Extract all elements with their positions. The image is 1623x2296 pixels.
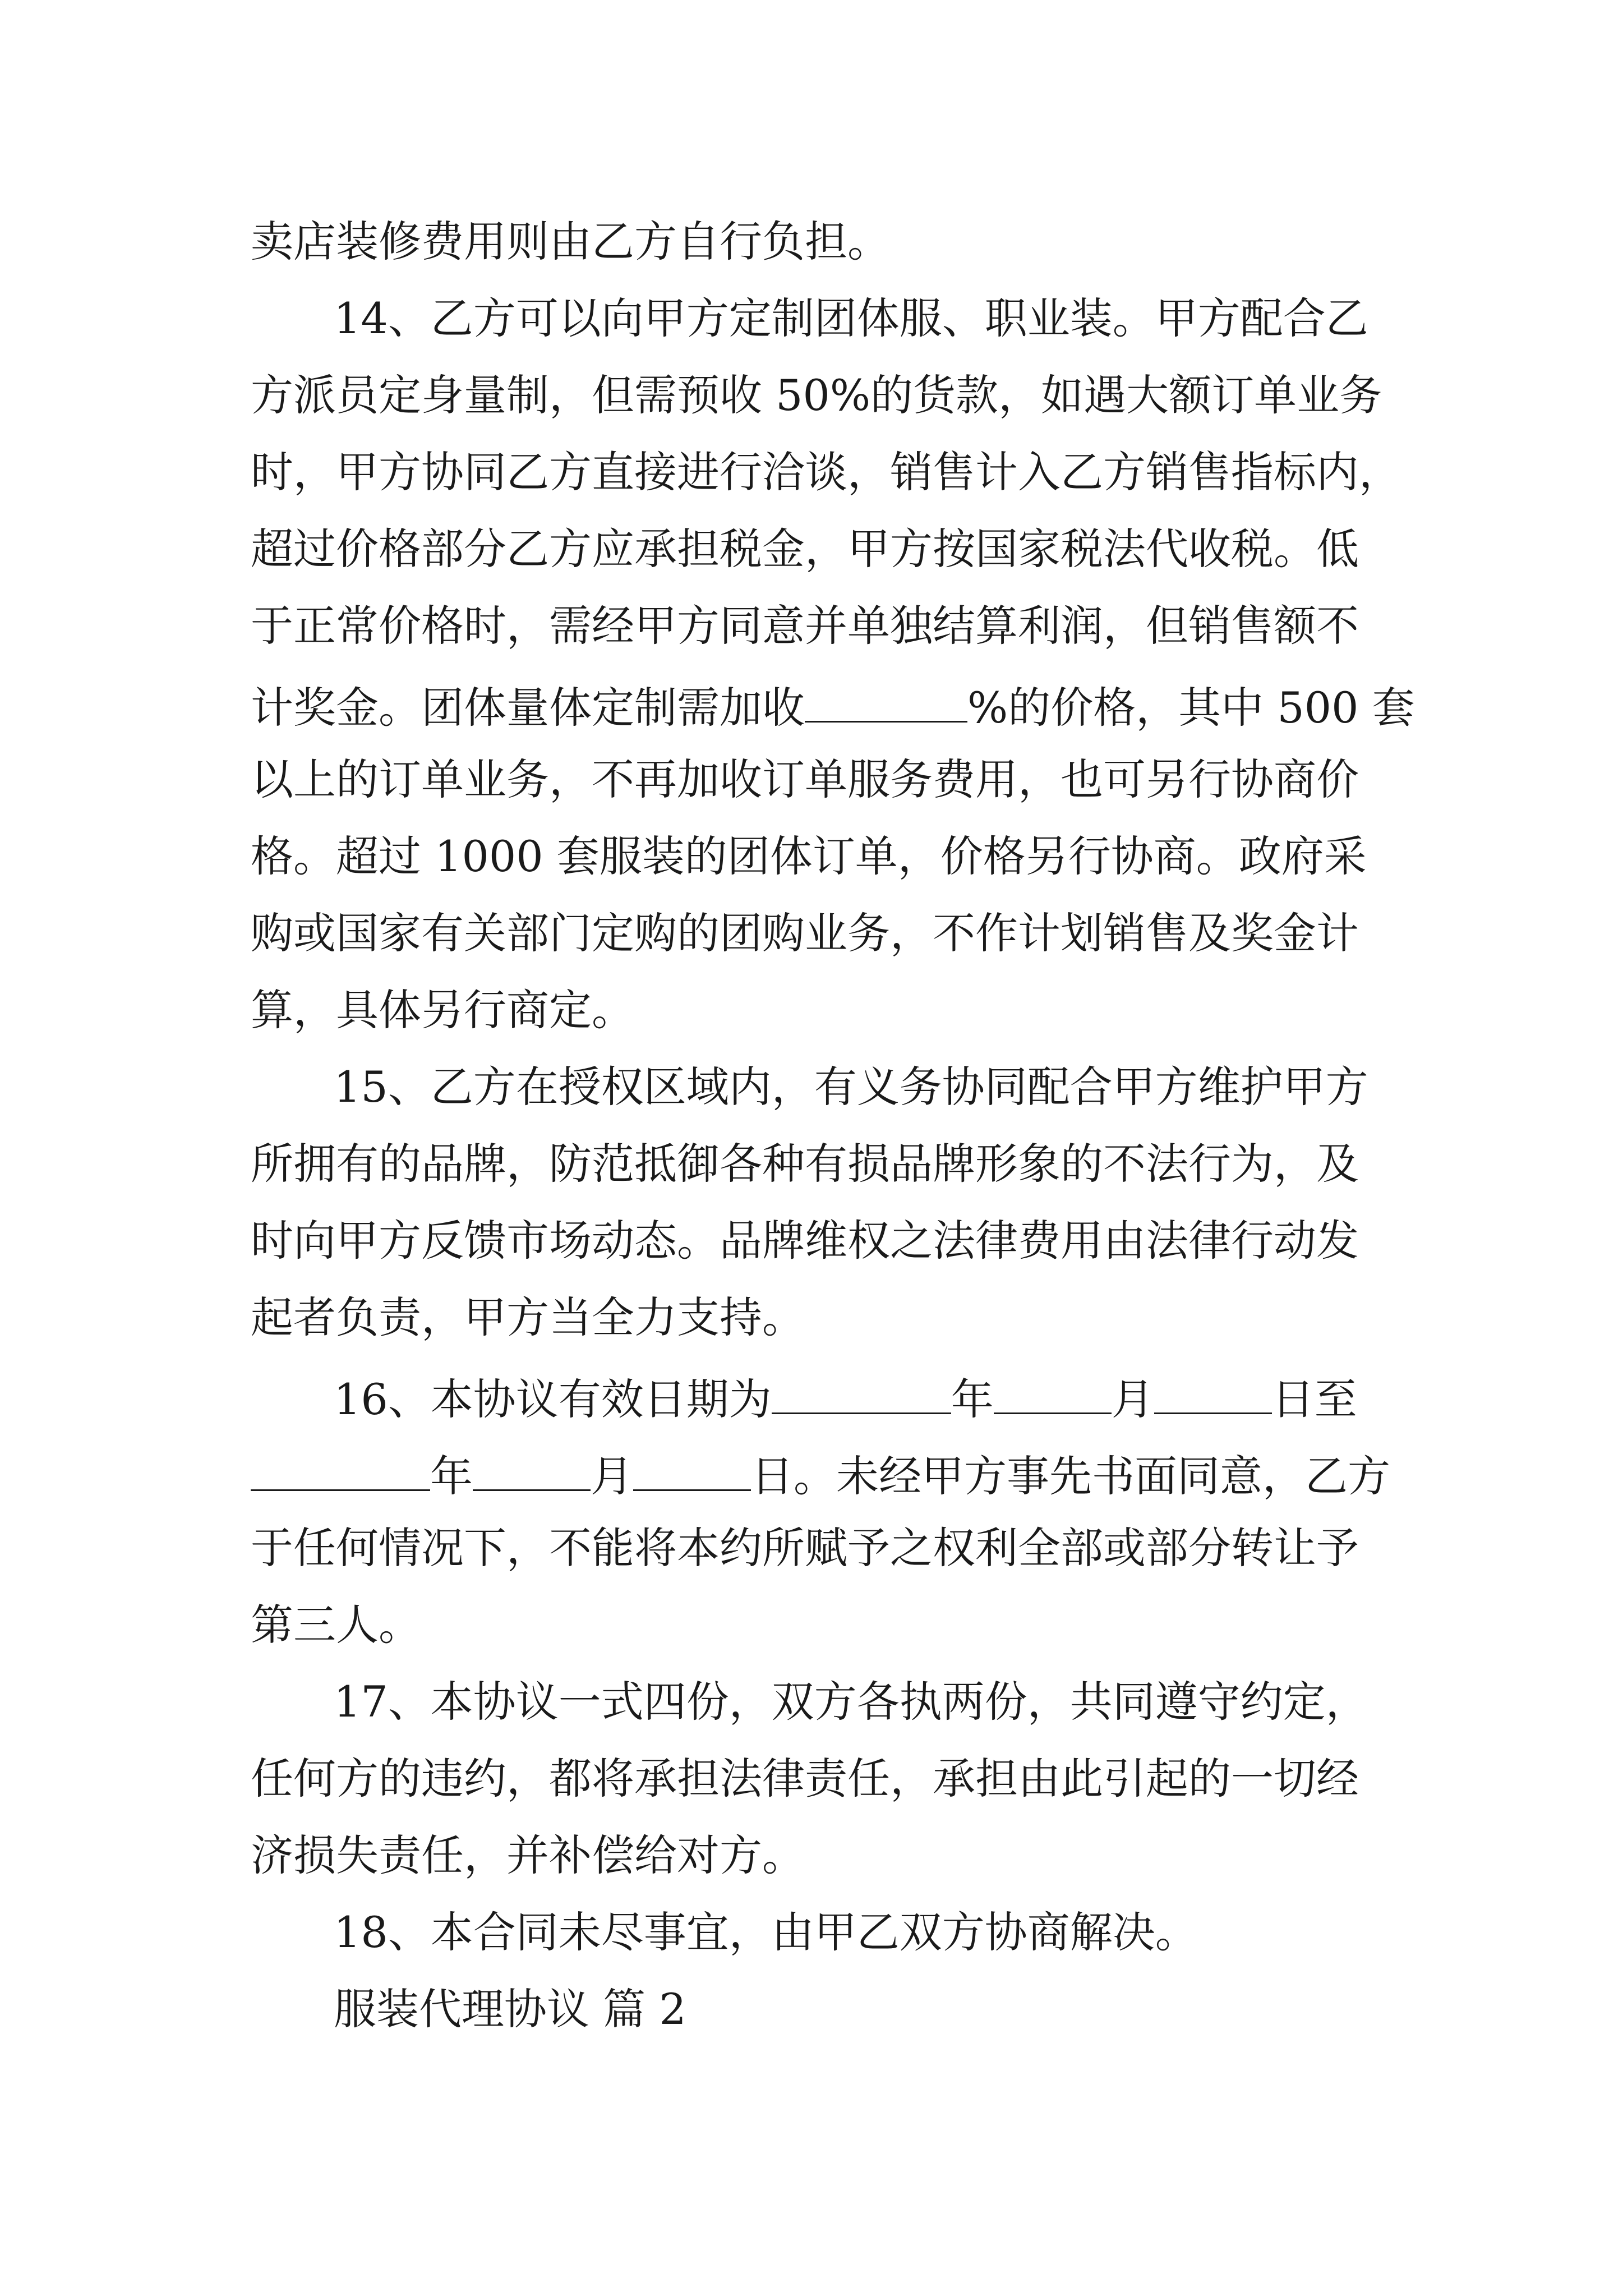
clause-14-line: 14、乙方可以向甲方定制团体服、职业装。甲方配合乙	[334, 293, 1368, 343]
end-year-blank[interactable]	[251, 1450, 430, 1491]
clause-16-line	[334, 1373, 1357, 1424]
text-line: 以上的订单业务，不再加收订单服务费用，也可另行协商价	[251, 754, 1359, 804]
clause-17-line: 17、本协议一式四份，双方各执两份，共同遵守约定，	[334, 1677, 1368, 1727]
text-line-with-blanks	[251, 1450, 1390, 1501]
text-segment: 年	[951, 1374, 994, 1424]
clause-15-line: 15、乙方在授权区域内，有义务协同配合甲方维护甲方	[334, 1062, 1368, 1112]
text-line: 方派员定身量制，但需预收 50%的货款，如遇大额订单业务	[251, 370, 1382, 420]
start-year-blank[interactable]	[772, 1373, 951, 1414]
clause-18-line: 18、本合同未尽事宜，由甲乙双方协商解决。	[334, 1907, 1198, 1957]
text-segment: 日至	[1271, 1374, 1357, 1424]
text-line: 济损失责任，并补偿给对方。	[251, 1830, 805, 1880]
end-day-blank[interactable]	[633, 1450, 751, 1491]
text-line: 超过价格部分乙方应承担税金，甲方按国家税法代收税。低	[251, 524, 1359, 574]
text-line: 购或国家有关部门定购的团购业务，不作计划销售及奖金计	[251, 908, 1359, 958]
fill-in-blank[interactable]	[805, 682, 967, 723]
text-line-with-blank	[251, 682, 1415, 732]
text-line: 算，具体另行商定。	[251, 985, 634, 1035]
text-segment: %的价格，其中 500 套	[967, 683, 1415, 733]
text-line: 格。超过 1000 套服装的团体订单，价格另行协商。政府采	[251, 831, 1367, 881]
text-segment: 年	[430, 1451, 473, 1501]
text-line: 于正常价格时，需经甲方同意并单独结算利润，但销售额不	[251, 601, 1359, 651]
text-segment: 16、本协议有效日期为	[334, 1374, 772, 1424]
text-line: 所拥有的品牌，防范抵御各种有损品牌形象的不法行为，及	[251, 1139, 1359, 1189]
text-segment: 月	[591, 1451, 633, 1501]
text-segment: 日。未经甲方事先书面同意，乙方	[751, 1451, 1390, 1501]
text-line: 时，甲方协同乙方直接进行洽谈，销售计入乙方销售指标内，	[251, 447, 1401, 497]
text-line: 第三人。	[251, 1600, 421, 1650]
text-line: 起者负责，甲方当全力支持。	[251, 1292, 805, 1342]
text-line: 于任何情况下，不能将本约所赋予之权利全部或部分转让予	[251, 1523, 1359, 1573]
text-segment: 计奖金。团体量体定制需加收	[251, 683, 805, 733]
text-line: 任何方的违约，都将承担法律责任，承担由此引起的一切经	[251, 1754, 1359, 1803]
start-day-blank[interactable]	[1154, 1373, 1272, 1414]
end-month-blank[interactable]	[473, 1450, 591, 1491]
start-month-blank[interactable]	[994, 1373, 1112, 1414]
text-line: 时向甲方反馈市场动态。品牌维权之法律费用由法律行动发	[251, 1216, 1359, 1266]
text-line: 卖店装修费用则由乙方自行负担。	[251, 217, 890, 266]
section-heading: 服装代理协议 篇 2	[334, 1984, 686, 2034]
text-segment: 月	[1111, 1374, 1154, 1424]
